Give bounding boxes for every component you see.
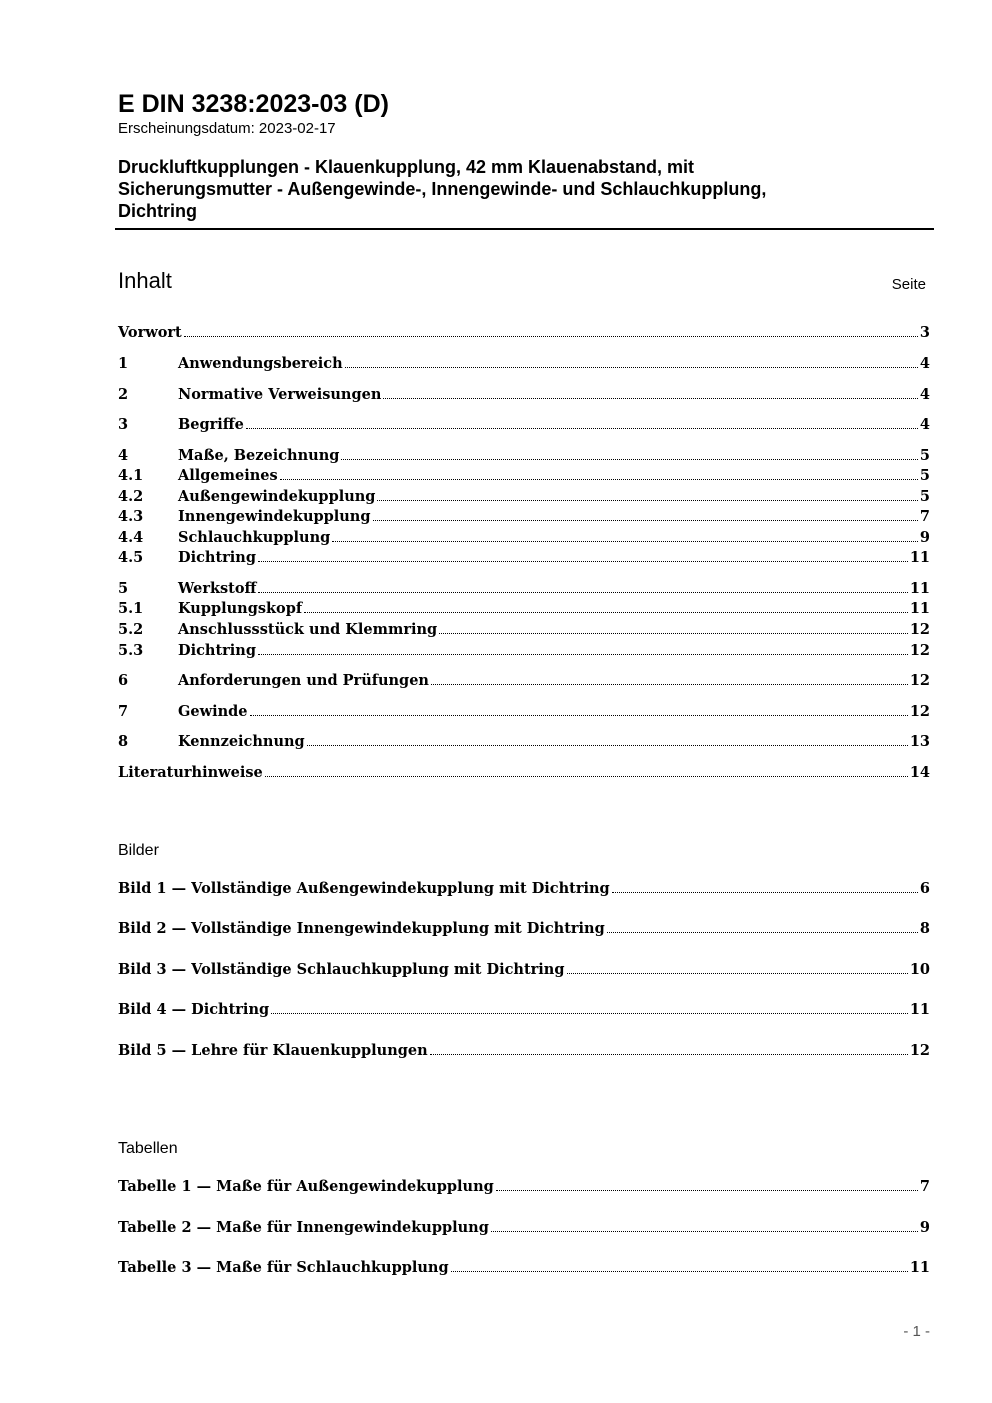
toc-entry-page: 6 xyxy=(919,880,930,897)
document-header xyxy=(118,88,934,222)
toc-entry-page: 11 xyxy=(909,600,930,617)
dot-leader xyxy=(607,932,918,933)
toc-entry-title: Schlauchkupplung xyxy=(178,529,331,546)
dot-leader xyxy=(271,1013,908,1014)
publication-date: Erscheinungsdatum: 2023-02-17 xyxy=(118,120,336,137)
dot-leader xyxy=(246,428,918,429)
toc-entry-page: 4 xyxy=(919,355,930,372)
toc-entry-page: 5 xyxy=(919,488,930,505)
toc-entry-title: Normative Verweisungen xyxy=(178,386,382,403)
toc-entry-title: Literaturhinweise xyxy=(118,764,263,781)
toc-entry-title: Bild 3 — Vollständige Schlauchkupplung mit Dichtring xyxy=(118,961,565,978)
dot-leader xyxy=(258,592,907,593)
dot-leader xyxy=(430,1054,908,1055)
toc-entry-number: 4.3 xyxy=(118,508,144,525)
header-divider xyxy=(115,228,934,230)
dot-leader xyxy=(265,776,908,777)
dot-leader xyxy=(258,561,908,562)
dot-leader xyxy=(258,654,908,655)
toc-heading-row xyxy=(118,268,926,298)
toc-entry-title: Innengewindekupplung xyxy=(178,508,371,525)
toc-entry-title: Bild 2 — Vollständige Innengewindekupplung mit Dichtring xyxy=(118,920,605,937)
toc-entry-page: 12 xyxy=(909,672,930,689)
toc-entry-title: Anwendungsbereich xyxy=(178,355,343,372)
toc-entry-title: Kupplungskopf xyxy=(178,600,303,617)
toc-entry-number: 4.5 xyxy=(118,549,144,566)
toc-entry[interactable] xyxy=(118,672,930,693)
toc-entry[interactable] xyxy=(118,642,930,663)
toc-entry-number: 4.4 xyxy=(118,529,144,546)
toc-entry[interactable] xyxy=(118,703,930,724)
toc-entry-number: 6 xyxy=(118,672,129,689)
toc-entry-page: 9 xyxy=(919,529,930,546)
toc-entry-page: 4 xyxy=(919,416,930,433)
toc-entry[interactable] xyxy=(118,764,930,785)
toc-entry-title: Bild 4 — Dichtring xyxy=(118,1001,270,1018)
toc-entry-title: Dichtring xyxy=(178,642,256,659)
toc-entry-page: 8 xyxy=(919,920,930,937)
toc-entry-page: 7 xyxy=(919,508,930,525)
toc-entry-page: 9 xyxy=(919,1219,930,1236)
toc-entry-title: Anforderungen und Prüfungen xyxy=(178,672,429,689)
toc-entry-title: Werkstoff xyxy=(178,580,257,597)
title-line: Sicherungsmutter - Außengewinde-, Innengewinde- und Schlauchkupplung, xyxy=(118,179,767,199)
toc-entry-number: 4 xyxy=(118,447,129,464)
toc-entry-number: 2 xyxy=(118,386,129,403)
toc-entry-page: 12 xyxy=(909,621,930,638)
dot-leader xyxy=(383,398,918,399)
toc-entry[interactable] xyxy=(118,961,930,982)
dot-leader xyxy=(491,1231,918,1232)
toc-entry-number: 7 xyxy=(118,703,129,720)
dot-leader xyxy=(377,500,917,501)
dot-leader xyxy=(345,367,918,368)
toc-entry[interactable] xyxy=(118,1259,930,1280)
toc-entry-page: 10 xyxy=(909,961,930,978)
dot-leader xyxy=(431,684,908,685)
toc-entry-page: 12 xyxy=(909,642,930,659)
toc-entry-page: 4 xyxy=(919,386,930,403)
dot-leader xyxy=(439,633,908,634)
toc-entry[interactable] xyxy=(118,549,930,570)
toc-entry-number: 5.3 xyxy=(118,642,144,659)
figures-heading: Bilder xyxy=(118,842,159,859)
document-id: E DIN 3238:2023-03 (D) xyxy=(118,90,389,118)
dot-leader xyxy=(184,336,918,337)
toc-entry-page: 11 xyxy=(909,580,930,597)
toc-entry-number: 8 xyxy=(118,733,129,750)
toc-entry-number: 5.1 xyxy=(118,600,144,617)
toc-entry-title: Anschlussstück und Klemmring xyxy=(178,621,438,638)
toc-entry-page: 14 xyxy=(909,764,930,781)
dot-leader xyxy=(567,973,908,974)
toc-entry-page: 5 xyxy=(919,447,930,464)
dot-leader xyxy=(250,715,908,716)
toc-entry-page: 5 xyxy=(919,467,930,484)
toc-entry[interactable] xyxy=(118,447,930,468)
dot-leader xyxy=(373,520,918,521)
toc-heading: Inhalt xyxy=(118,268,172,293)
document-title xyxy=(118,156,934,222)
toc-entry-number: 5.2 xyxy=(118,621,144,638)
toc-entry-page: 3 xyxy=(919,324,930,341)
tables-heading: Tabellen xyxy=(118,1140,178,1157)
toc-entry[interactable] xyxy=(118,1001,930,1022)
toc-entry[interactable] xyxy=(118,580,930,601)
toc-entry[interactable] xyxy=(118,416,930,437)
toc-entry[interactable] xyxy=(118,386,930,407)
toc-entry-title: Gewinde xyxy=(178,703,248,720)
toc-entry[interactable] xyxy=(118,324,930,345)
dot-leader xyxy=(304,612,908,613)
page-number: - 1 - xyxy=(903,1323,930,1340)
dot-leader xyxy=(332,541,918,542)
toc-entry[interactable] xyxy=(118,529,930,550)
toc-entry-title: Außengewindekupplung xyxy=(178,488,376,505)
page-column-label: Seite xyxy=(891,276,926,293)
toc-entry-title: Allgemeines xyxy=(178,467,278,484)
toc-entry-page: 7 xyxy=(919,1178,930,1195)
toc-entry-page: 11 xyxy=(909,1259,930,1276)
toc-entry-title: Maße, Bezeichnung xyxy=(178,447,340,464)
title-line: Druckluftkupplungen - Klauenkupplung, 42 mm Klauenabstand, mit xyxy=(118,157,695,177)
dot-leader xyxy=(307,745,908,746)
toc-entry-page: 13 xyxy=(909,733,930,750)
toc-entry[interactable] xyxy=(118,880,930,901)
toc-entry[interactable] xyxy=(118,1042,930,1063)
toc-entry-title: Tabelle 3 — Maße für Schlauchkupplung xyxy=(118,1259,449,1276)
toc-entry-title: Kennzeichnung xyxy=(178,733,305,750)
toc-entry[interactable] xyxy=(118,920,930,941)
toc-entry[interactable] xyxy=(118,355,930,376)
toc-entry[interactable] xyxy=(118,621,930,642)
toc-entry[interactable] xyxy=(118,508,930,529)
toc-entry[interactable] xyxy=(118,600,930,621)
toc-entry[interactable] xyxy=(118,733,930,754)
toc-entry-number: 4.2 xyxy=(118,488,144,505)
dot-leader xyxy=(280,479,918,480)
dot-leader xyxy=(496,1190,918,1191)
toc-entry-page: 11 xyxy=(909,1001,930,1018)
toc-entry-title: Bild 1 — Vollständige Außengewindekupplung mit Dichtring xyxy=(118,880,610,897)
toc-entry-number: 3 xyxy=(118,416,129,433)
dot-leader xyxy=(341,459,918,460)
toc-entry-title: Bild 5 — Lehre für Klauenkupplungen xyxy=(118,1042,428,1059)
toc-entry-page: 12 xyxy=(909,703,930,720)
toc-entry[interactable] xyxy=(118,488,930,509)
toc-entry-title: Vorwort xyxy=(118,324,182,341)
dot-leader xyxy=(451,1271,908,1272)
toc-entry-title: Dichtring xyxy=(178,549,256,566)
toc-entry-title: Begriffe xyxy=(178,416,244,433)
dot-leader xyxy=(612,892,918,893)
toc-entry[interactable] xyxy=(118,1178,930,1199)
toc-entry[interactable] xyxy=(118,467,930,488)
toc-entry-title: Tabelle 1 — Maße für Außengewindekupplung xyxy=(118,1178,494,1195)
toc-entry-number: 4.1 xyxy=(118,467,144,484)
toc-entry[interactable] xyxy=(118,1219,930,1240)
toc-entry-title: Tabelle 2 — Maße für Innengewindekupplung xyxy=(118,1219,489,1236)
toc-entry-page: 11 xyxy=(909,549,930,566)
toc-entry-number: 5 xyxy=(118,580,129,597)
toc-entry-number: 1 xyxy=(118,355,129,372)
toc-entry-page: 12 xyxy=(909,1042,930,1059)
title-line: Dichtring xyxy=(118,201,197,221)
